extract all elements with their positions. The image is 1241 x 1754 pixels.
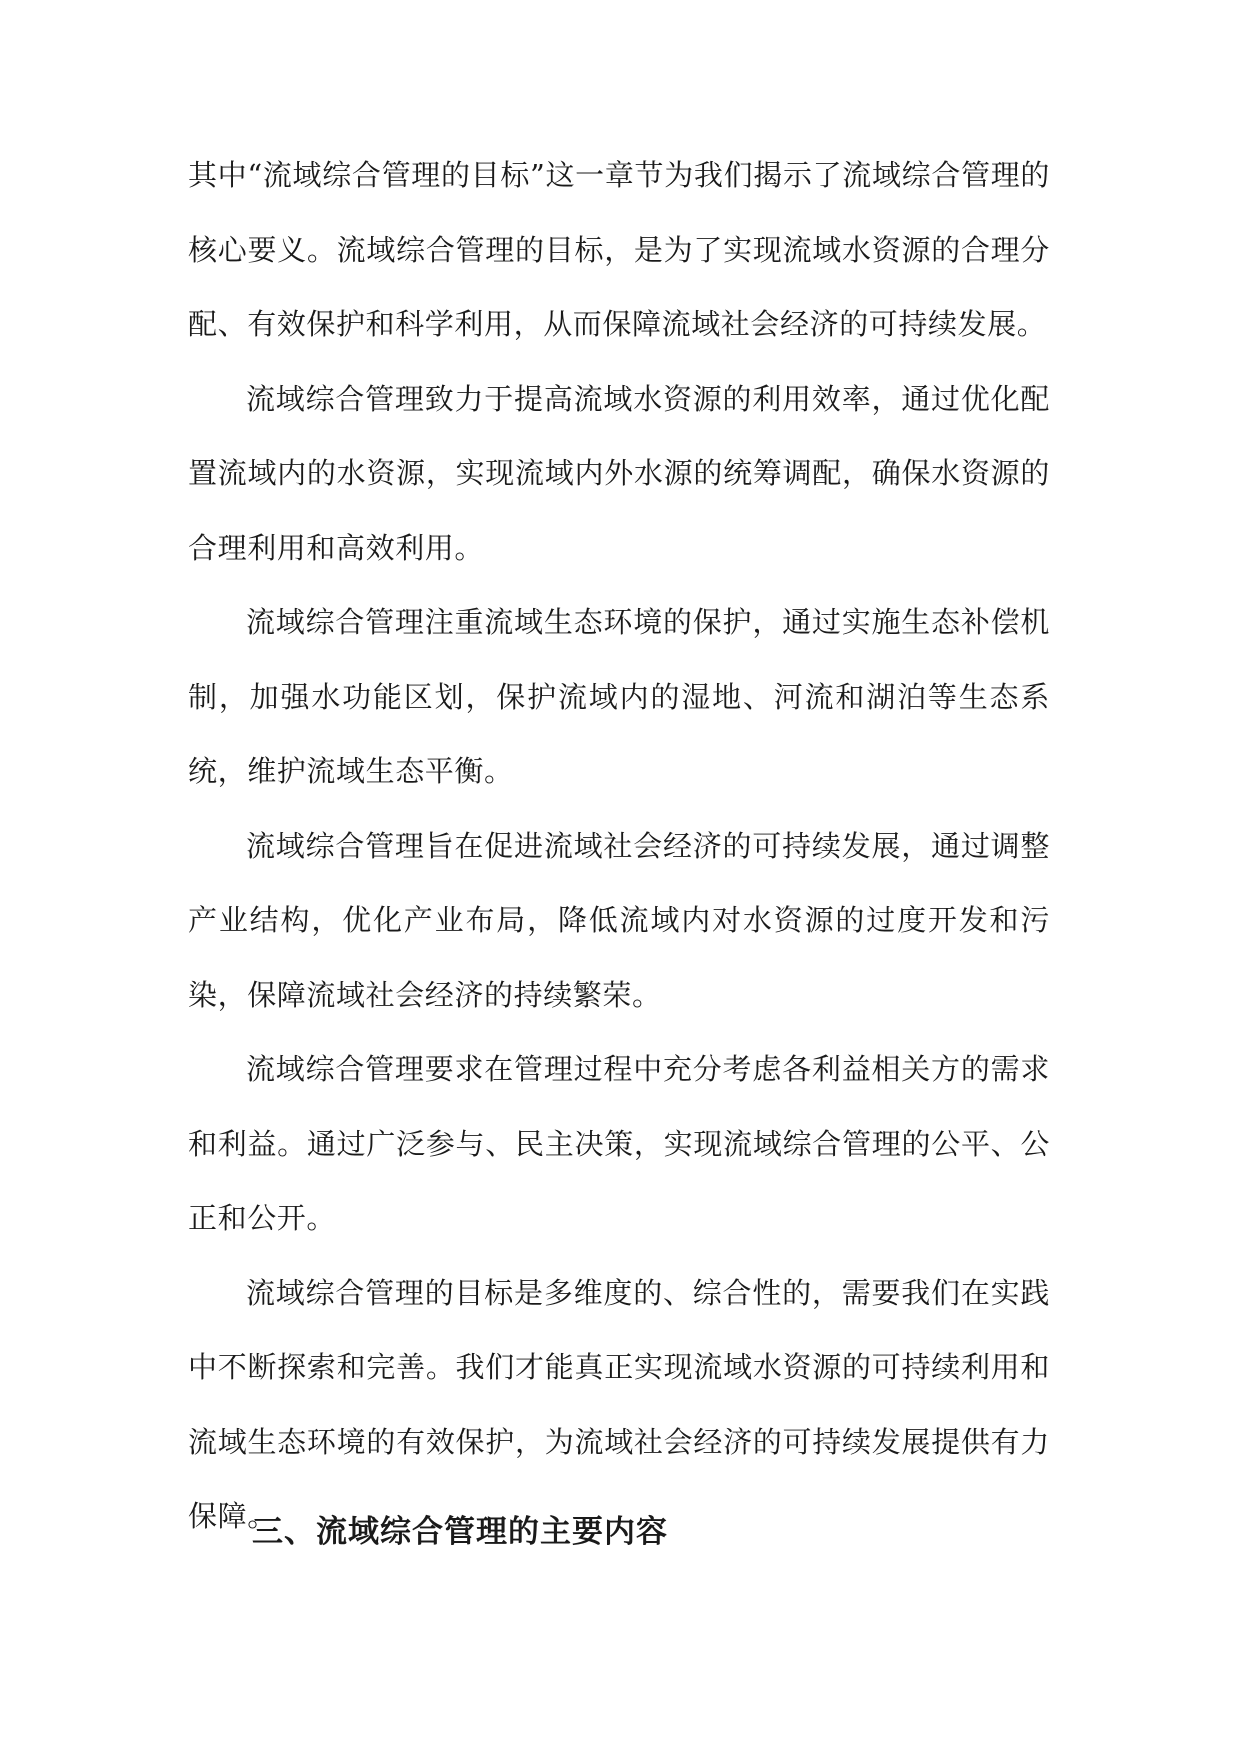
paragraph-2: 流域综合管理致力于提高流域水资源的利用效率，通过优化配置流域内的水资源，实现流域内外水源的统筹调配，确保水资源的合理利用和高效利用。 xyxy=(188,381,1050,565)
paragraph-5: 流域综合管理要求在管理过程中充分考虑各利益相关方的需求和利益。通过广泛参与、民主决策，实现流域综合管理的公平、公正和公开。 xyxy=(188,1052,1050,1235)
paragraph-1: 其中“流域综合管理的目标”这一章节为我们揭示了流域综合管理的核心要义。流域综合管理的目标，是为了实现流域水资源的合理分配、有效保护和科学利用，从而保障流域社会经济的可持续发展。 xyxy=(188,158,1050,341)
section-heading: 三、流域综合管理的主要内容 xyxy=(252,1514,668,1550)
body-text xyxy=(188,138,1050,1554)
paragraph-3: 流域综合管理注重流域生态环境的保护，通过实施生态补偿机制，加强水功能区划，保护流域内的湿地、河流和湖泊等生态系统，维护流域生态平衡。 xyxy=(188,605,1050,788)
paragraph-4: 流域综合管理旨在促进流域社会经济的可持续发展，通过调整产业结构，优化产业布局，降低流域内对水资源的过度开发和污染，保障流域社会经济的持续繁荣。 xyxy=(188,828,1050,1012)
paragraph-6: 流域综合管理的目标是多维度的、综合性的，需要我们在实践中不断探索和完善。我们才能真正实现流域水资源的可持续利用和流域生态环境的有效保护，为流域社会经济的可持续发展提供有力保障。 xyxy=(188,1275,1050,1533)
